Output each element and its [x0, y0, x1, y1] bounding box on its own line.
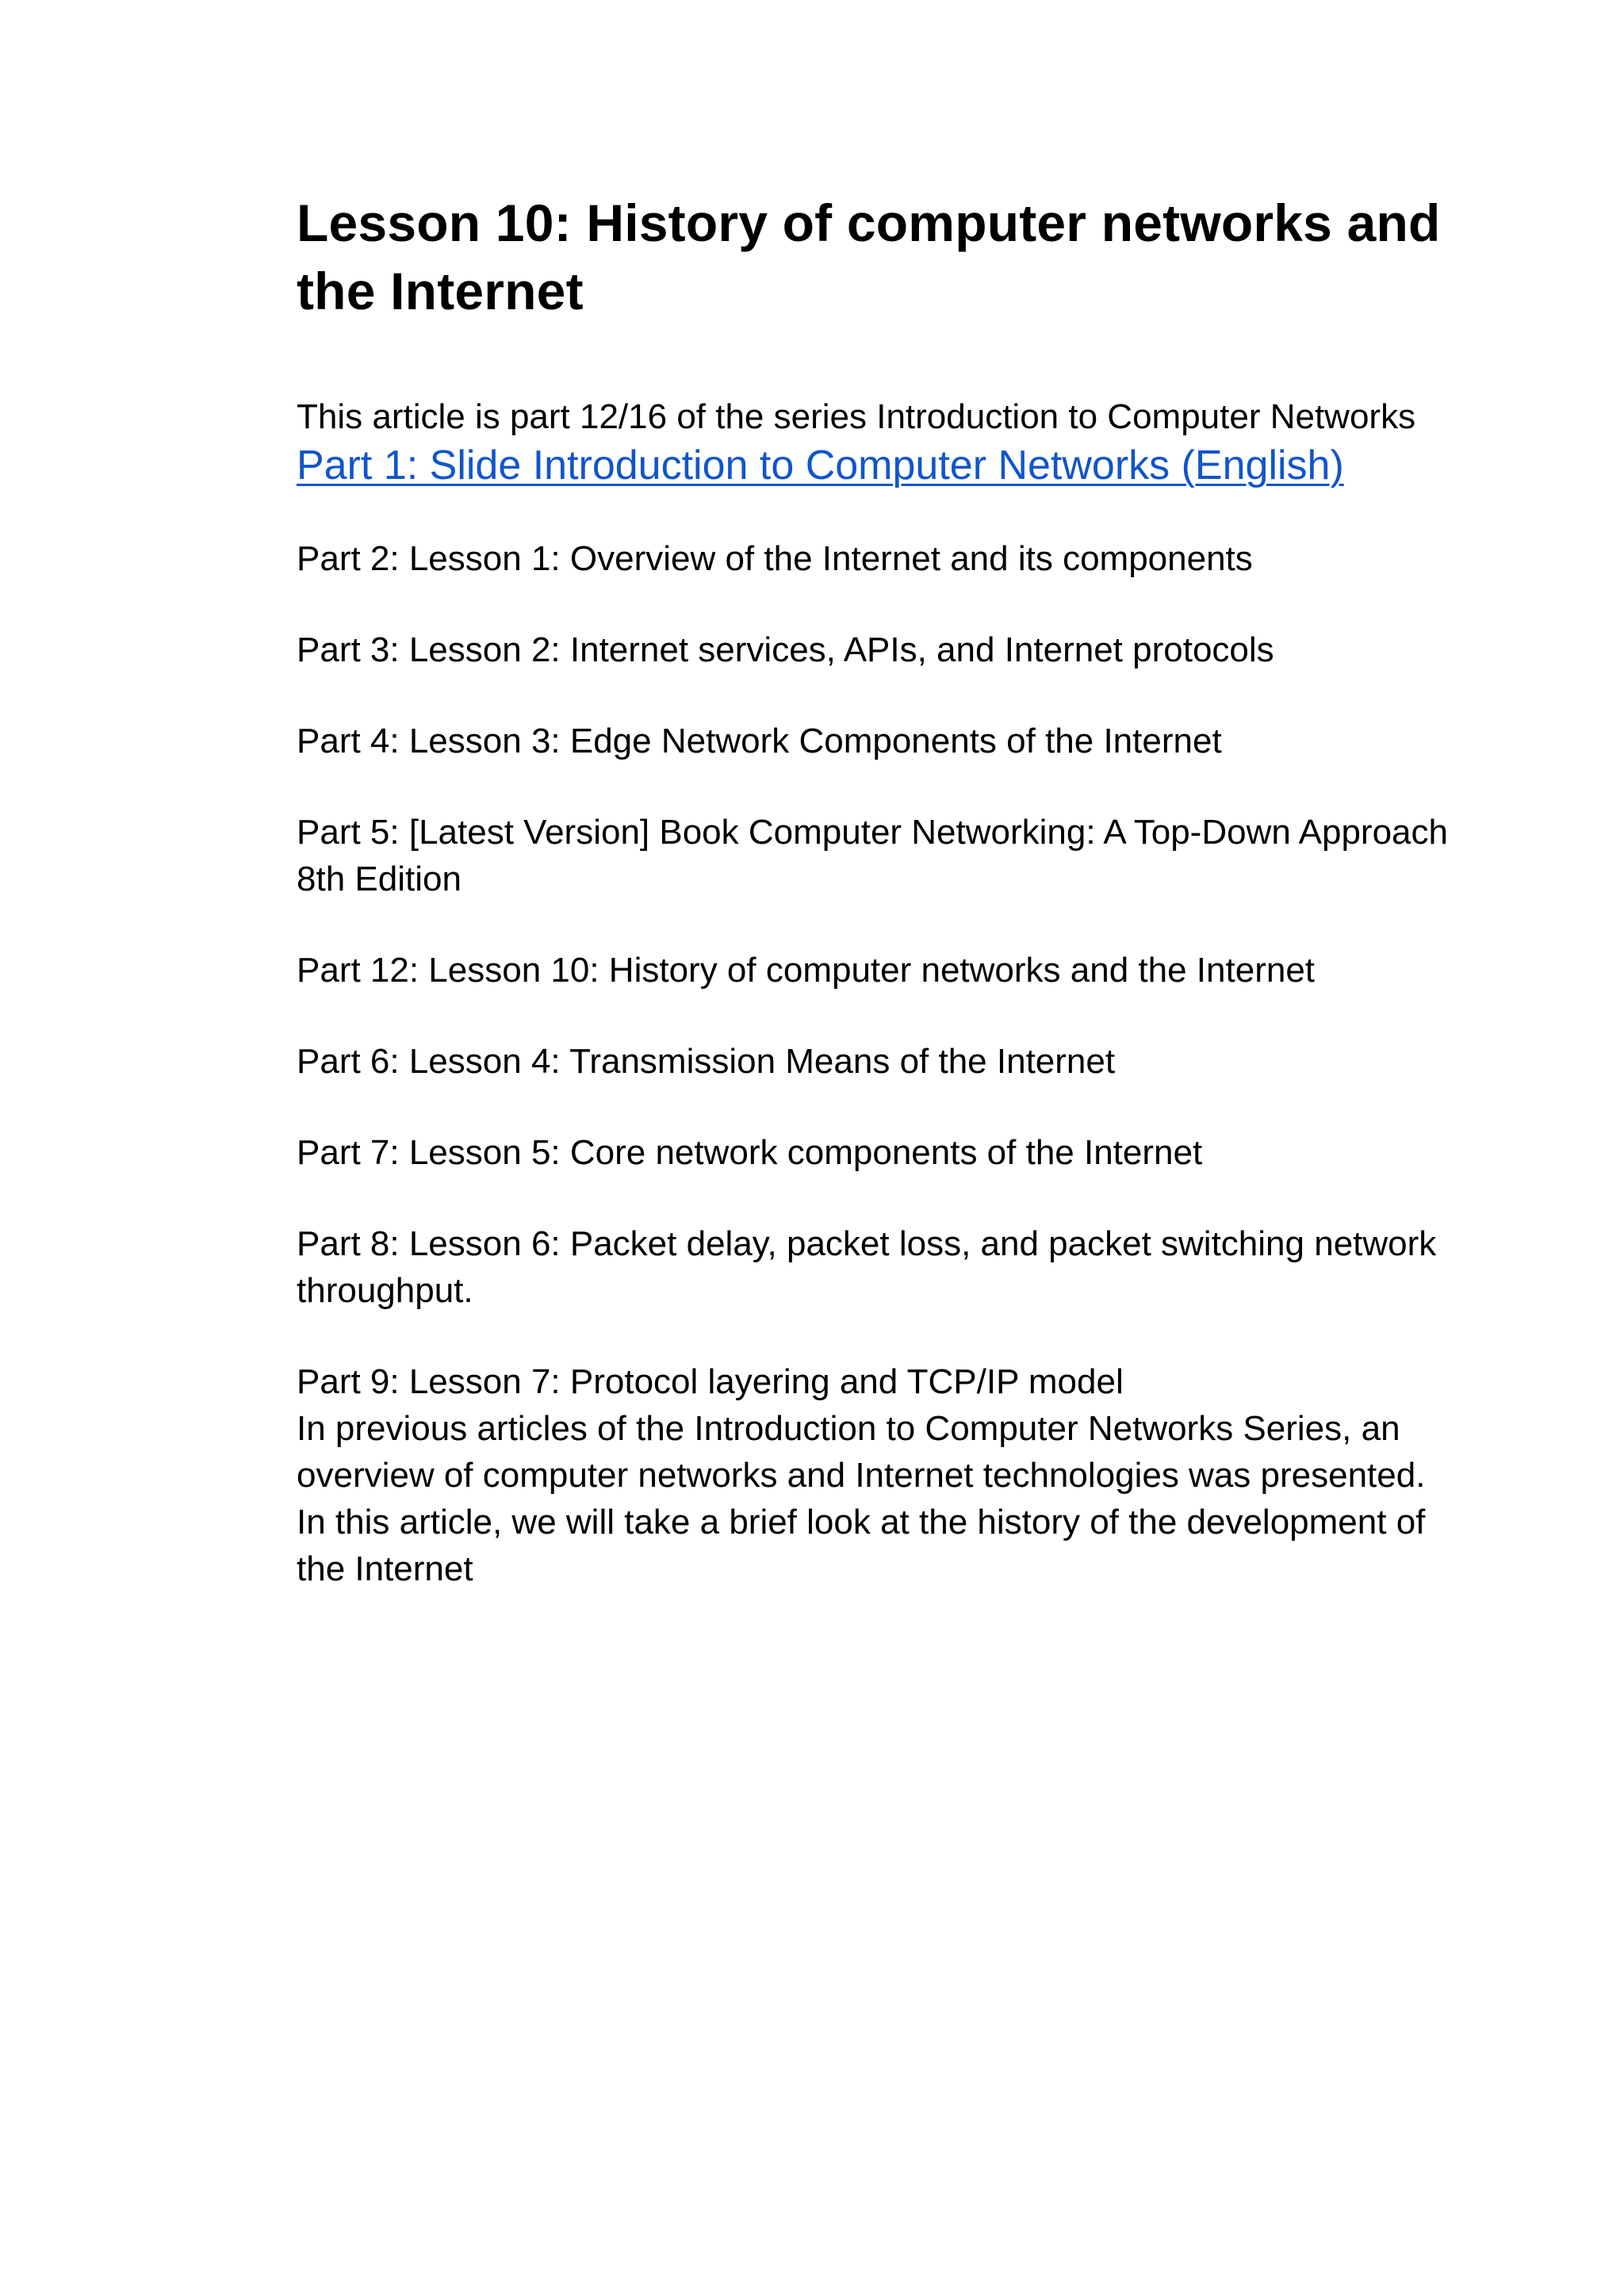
- article-body: In previous articles of the Introduction to Computer Networks Series, an overview of computer networks and Internet technologies was presented. In this article, we will take a brief look at the history of the development of the Internet: [297, 1409, 1426, 1588]
- series-part-item: Part 3: Lesson 2: Internet services, APIs, and Internet protocols: [297, 630, 1274, 669]
- series-part-item: Part 6: Lesson 4: Transmission Means of the Internet: [297, 1042, 1116, 1081]
- part1-link[interactable]: Part 1: Slide Introduction to Computer Networks (English): [297, 442, 1344, 488]
- series-intro: This article is part 12/16 of the series Introduction to Computer Networks: [297, 397, 1416, 436]
- series-part-item: Part 2: Lesson 1: Overview of the Internet and its components: [297, 539, 1253, 578]
- document-page: [297, 189, 1454, 1592]
- series-part-item: Part 8: Lesson 6: Packet delay, packet loss, and packet switching network throughput.: [297, 1224, 1437, 1310]
- series-part-item: Part 7: Lesson 5: Core network components of the Internet: [297, 1133, 1203, 1172]
- series-part-item: Part 9: Lesson 7: Protocol layering and TCP/IP model: [297, 1362, 1124, 1401]
- part1-link-line: [297, 440, 1454, 491]
- series-part-item: Part 4: Lesson 3: Edge Network Components of the Internet: [297, 722, 1222, 760]
- page-title: Lesson 10: History of computer networks and the Internet: [297, 193, 1441, 320]
- series-part-item: Part 5: [Latest Version] Book Computer Networking: A Top-Down Approach 8th Edition: [297, 813, 1448, 898]
- series-part-item: Part 12: Lesson 10: History of computer networks and the Internet: [297, 951, 1316, 990]
- series-parts-list: [297, 535, 1454, 1405]
